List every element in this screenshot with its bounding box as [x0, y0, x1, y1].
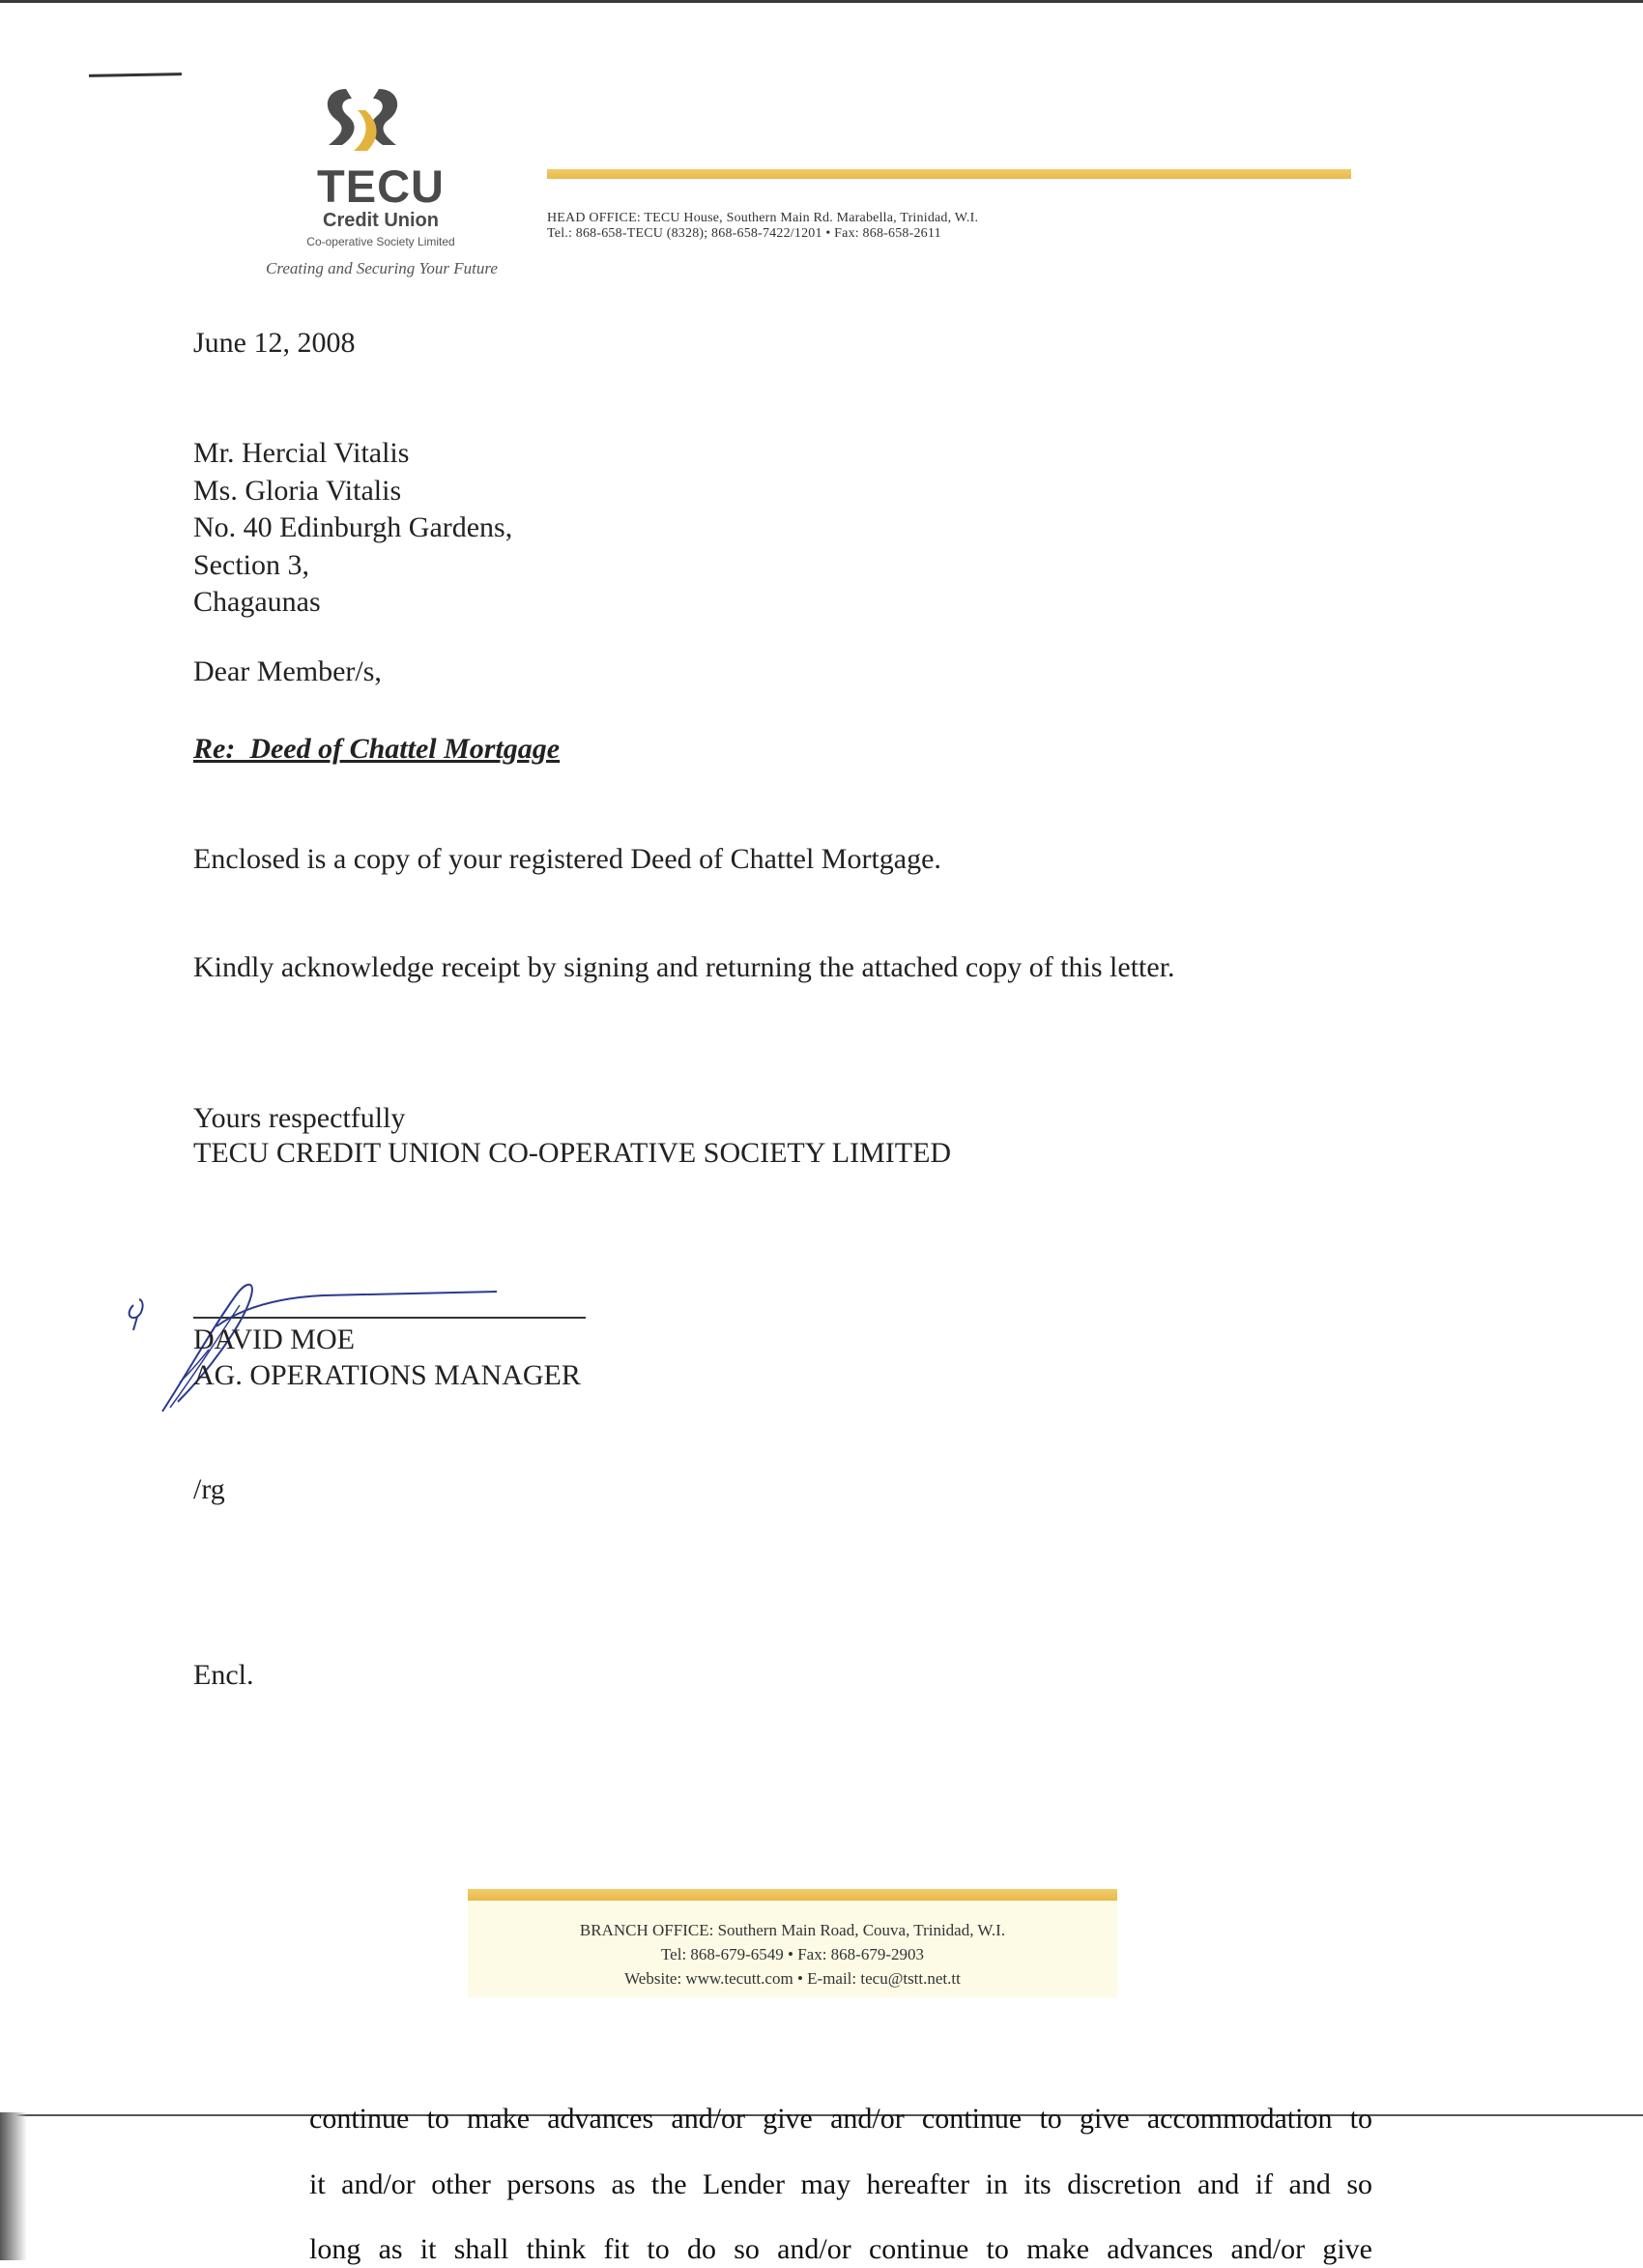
branch-office-box [468, 1901, 1117, 1997]
corner-mark [89, 73, 182, 77]
signer-name: DAVID MOE [193, 1323, 355, 1355]
logo-subtitle: Credit Union [323, 210, 439, 231]
paragraph-acknowledge: Kindly acknowledge receipt by signing and returning the attached copy of this letter. [193, 951, 1175, 983]
paragraph-enclosed: Enclosed is a copy of your registered Deed of Chattel Mortgage. [193, 843, 941, 875]
address-line: Chagaunas [193, 586, 321, 618]
enclosure-note: Encl. [193, 1659, 254, 1691]
head-office-line: HEAD OFFICE: TECU House, Southern Main Rd. Marabella, Trinidad, W.I. [547, 211, 979, 225]
branch-web: Website: www.tecutt.com • E-mail: tecu@tstt.net.tt [624, 1969, 961, 1988]
reference-initials: /rg [193, 1473, 225, 1505]
address-line: Section 3, [193, 548, 309, 581]
branch-phone: Tel: 868-679-6549 • Fax: 868-679-2903 [660, 1945, 924, 1963]
signer-title: AG. OPERATIONS MANAGER [193, 1359, 581, 1391]
organization-name: TECU CREDIT UNION CO-OPERATIVE SOCIETY LIMITED [193, 1137, 952, 1169]
address-line: Mr. Hercial Vitalis [193, 437, 410, 469]
head-office-address [547, 211, 1320, 242]
letter-date: June 12, 2008 [193, 327, 356, 359]
lower-page-line: long as it shall think fit to do so and/or continue to make advances and/or give [309, 2233, 1372, 2265]
salutation: Dear Member/s, [193, 655, 382, 687]
address-line: Ms. Gloria Vitalis [193, 474, 402, 507]
head-office-contact: Tel.: 868-658-TECU (8328); 868-658-7422/1201 • Fax: 868-658-2611 [547, 226, 941, 241]
lower-page-line: it and/or other persons as the Lender may hereafter in its discretion and if and so [309, 2168, 1372, 2200]
lower-page-shadow [0, 2112, 27, 2260]
logo-subtitle-small: Co-operative Society Limited [306, 235, 455, 248]
branch-office-band [468, 1889, 1117, 1901]
closing: Yours respectfully [193, 1102, 406, 1134]
recipient-address [193, 435, 512, 622]
page-top-edge [0, 0, 1643, 3]
subject-line: Re: Deed of Chattel Mortgage [193, 733, 561, 765]
logo-wordmark: TECU [317, 160, 445, 212]
tagline: Creating and Securing Your Future [266, 259, 498, 277]
address-line: No. 40 Edinburgh Gardens, [193, 511, 513, 543]
lower-page-line: continue to make advances and/or give and/or continue to give accommodation to [309, 2103, 1372, 2135]
head-office-band [547, 169, 1351, 179]
branch-address: BRANCH OFFICE: Southern Main Road, Couva, Trinidad, W.I. [579, 1921, 1006, 1939]
